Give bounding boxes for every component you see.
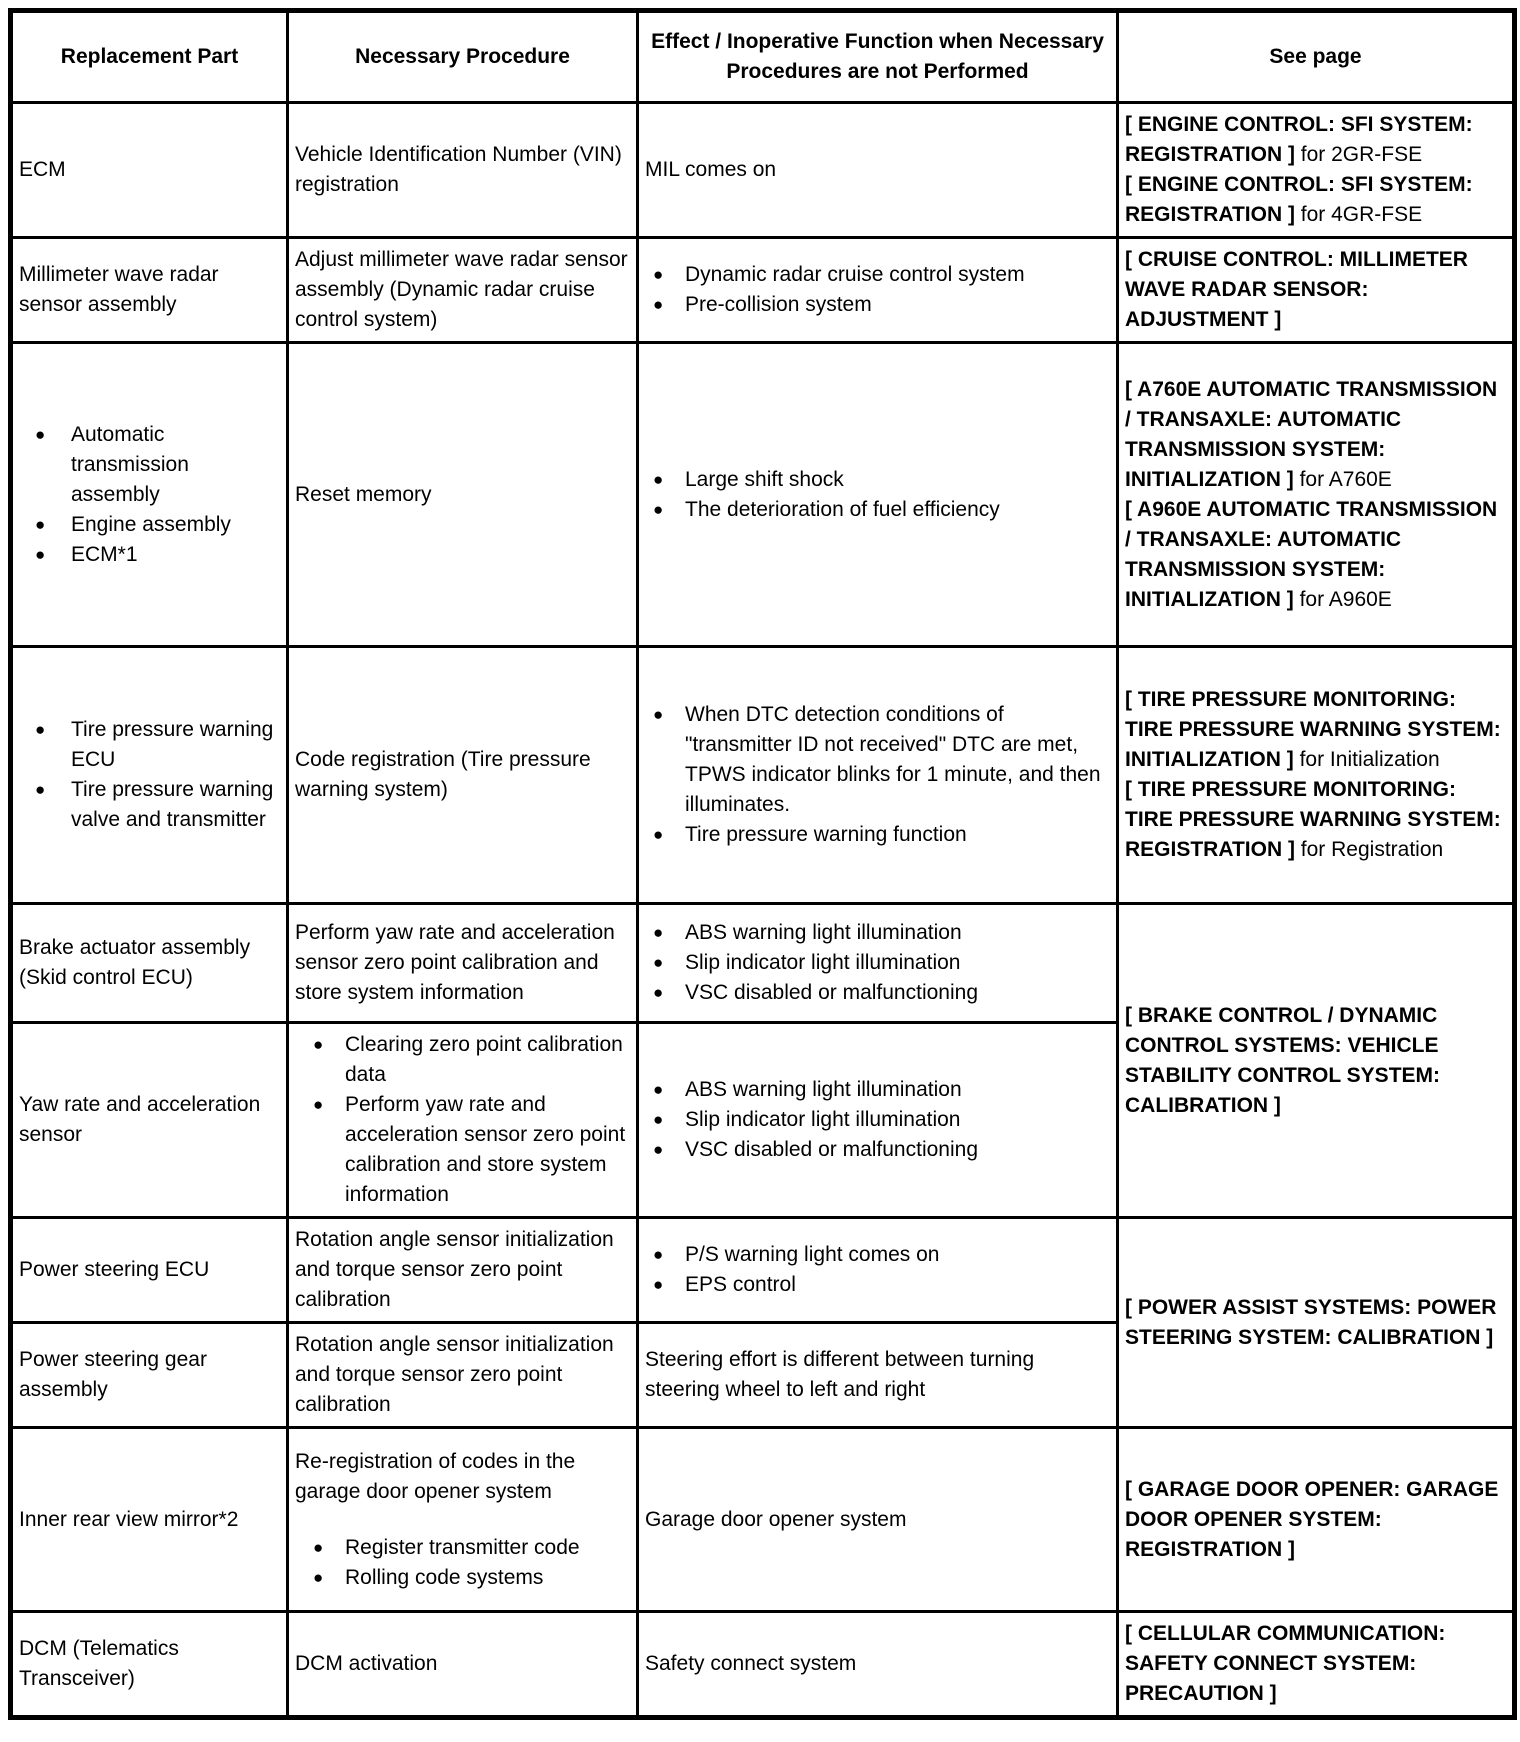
cell-see-page-merged [1118, 904, 1515, 1218]
cell-effect [638, 1612, 1118, 1718]
see-page-ref-suffix: for 4GR-FSE [1294, 203, 1423, 226]
see-page-ref [1125, 1619, 1504, 1709]
see-page-ref [1125, 775, 1504, 865]
cell-part [11, 1218, 288, 1323]
cell-part [11, 1323, 288, 1428]
bullet-item: ● Slip indicator light illumination [645, 948, 1108, 978]
cell-see-page [1118, 1428, 1515, 1612]
table-row-dcm [11, 1612, 1515, 1718]
see-page-ref-title: [ TIRE PRESSURE MONITORING: TIRE PRESSURE WARNING SYSTEM: INITIALIZATION ] [1125, 688, 1501, 771]
effect-bullet-list [645, 465, 1108, 525]
see-page-ref-title: [ A760E AUTOMATIC TRANSMISSION / TRANSAXLE: AUTOMATIC TRANSMISSION SYSTEM: INITIALIZATION ] [1125, 377, 1498, 491]
procedure-text: Adjust millimeter wave radar sensor assembly (Dynamic radar cruise control system) [295, 248, 628, 331]
bullet-item: ● ECM*1 [19, 540, 278, 570]
part-text: Inner rear view mirror*2 [19, 1507, 239, 1531]
see-page-ref-suffix: for Initialization [1293, 748, 1440, 771]
see-page-ref [1125, 110, 1504, 170]
part-text: Millimeter wave radar sensor assembly [19, 263, 219, 316]
cell-see-page [1118, 343, 1515, 647]
see-page-ref [1125, 495, 1504, 615]
see-page-ref-title: [ ENGINE CONTROL: SFI SYSTEM: REGISTRATION ] [1125, 173, 1473, 226]
bullet-item: ● Tire pressure warning ECU [19, 715, 278, 775]
effect-bullet-list [645, 260, 1108, 320]
cell-procedure [288, 1612, 638, 1718]
bullet-item: ● ABS warning light illumination [645, 1075, 1108, 1105]
part-text: Power steering ECU [19, 1258, 210, 1281]
see-page-ref-title: [ CELLULAR COMMUNICATION: SAFETY CONNECT SYSTEM: PRECAUTION ] [1125, 1622, 1446, 1705]
header-necessary-procedure: Necessary Procedure [288, 11, 638, 103]
effect-text: Garage door opener system [645, 1507, 907, 1531]
procedure-bullet-list [295, 1030, 628, 1210]
header-replacement-part: Replacement Part [11, 11, 288, 103]
bullet-item: ● VSC disabled or malfunctioning [645, 978, 1108, 1008]
see-page-ref-title: [ TIRE PRESSURE MONITORING: TIRE PRESSURE WARNING SYSTEM: REGISTRATION ] [1125, 778, 1501, 861]
see-page-ref-suffix: for 2GR-FSE [1294, 143, 1423, 166]
effect-text: MIL comes on [645, 158, 777, 181]
procedure-text: DCM activation [295, 1652, 438, 1675]
bullet-item: ● The deterioration of fuel efficiency [645, 495, 1108, 525]
cell-effect [638, 904, 1118, 1023]
header-see-page: See page [1118, 11, 1515, 103]
header-effect: Effect / Inoperative Function when Necessary Procedures are not Performed [638, 11, 1118, 103]
cell-see-page [1118, 1612, 1515, 1718]
part-text: Power steering gear assembly [19, 1348, 207, 1401]
cell-procedure [288, 238, 638, 343]
see-page-ref-suffix: for A960E [1293, 587, 1392, 611]
effect-bullet-list [645, 918, 1108, 1008]
cell-see-page-merged [1118, 1218, 1515, 1428]
cell-part [11, 647, 288, 904]
cell-procedure [288, 904, 638, 1023]
cell-effect [638, 1428, 1118, 1612]
bullet-item: ● Slip indicator light illumination [645, 1105, 1108, 1135]
see-page-ref [1125, 685, 1504, 775]
cell-part [11, 904, 288, 1023]
bullet-item: ● VSC disabled or malfunctioning [645, 1135, 1108, 1165]
cell-effect [638, 238, 1118, 343]
see-page-ref [1125, 1001, 1504, 1121]
cell-effect [638, 647, 1118, 904]
table-row-ecm [11, 103, 1515, 238]
bullet-item: ● EPS control [645, 1270, 1108, 1300]
effect-text: Safety connect system [645, 1652, 857, 1675]
see-page-ref-suffix: for A760E [1293, 467, 1392, 491]
see-page-ref [1125, 1293, 1504, 1353]
cell-part [11, 1612, 288, 1718]
table-row-brake [11, 904, 1515, 1023]
cell-procedure [288, 103, 638, 238]
cell-procedure [288, 1023, 638, 1218]
effect-text: Steering effort is different between turning steering wheel to left and right [645, 1348, 1035, 1401]
cell-part [11, 1023, 288, 1218]
see-page-ref [1125, 375, 1504, 495]
cell-effect [638, 103, 1118, 238]
effect-bullet-list [645, 1075, 1108, 1165]
part-text: ECM [19, 158, 66, 181]
cell-part [11, 1428, 288, 1612]
cell-procedure [288, 1428, 638, 1612]
bullet-item: ● Rolling code systems [295, 1563, 628, 1593]
procedure-bullet-list [295, 1533, 628, 1593]
table-row-ps-ecu [11, 1218, 1515, 1323]
cell-effect [638, 1323, 1118, 1428]
cell-effect [638, 343, 1118, 647]
table-row-transmission [11, 343, 1515, 647]
cell-part [11, 103, 288, 238]
bullet-item: ● Pre-collision system [645, 290, 1108, 320]
bullet-item: ● When DTC detection conditions of "transmitter ID not received" DTC are met, TPWS indicator blinks for 1 minute, and then illuminates. [645, 700, 1108, 820]
table-row-tire [11, 647, 1515, 904]
bullet-item: ● P/S warning light comes on [645, 1240, 1108, 1270]
effect-bullet-list [645, 1240, 1108, 1300]
cell-effect [638, 1023, 1118, 1218]
bullet-item: ● Perform yaw rate and acceleration sensor zero point calibration and store system information [295, 1090, 628, 1210]
effect-bullet-list [645, 700, 1108, 850]
see-page-ref-title: [ CRUISE CONTROL: MILLIMETER WAVE RADAR SENSOR: ADJUSTMENT ] [1125, 248, 1468, 331]
replacement-parts-table [8, 8, 1517, 1720]
table-row-mirror [11, 1428, 1515, 1612]
bullet-item: ● Tire pressure warning valve and transmitter [19, 775, 278, 835]
procedure-text: Reset memory [295, 482, 432, 506]
cell-procedure [288, 343, 638, 647]
cell-see-page [1118, 647, 1515, 904]
table-header-row [11, 11, 1515, 103]
see-page-ref-title: [ GARAGE DOOR OPENER: GARAGE DOOR OPENER SYSTEM: REGISTRATION ] [1125, 1477, 1499, 1561]
see-page-ref-title: [ POWER ASSIST SYSTEMS: POWER STEERING SYSTEM: CALIBRATION ] [1125, 1295, 1497, 1349]
part-text: Yaw rate and acceleration sensor [19, 1093, 261, 1146]
part-text: DCM (Telematics Transceiver) [19, 1637, 179, 1690]
bullet-item: ● Dynamic radar cruise control system [645, 260, 1108, 290]
cell-part [11, 238, 288, 343]
cell-see-page [1118, 238, 1515, 343]
bullet-item: ● Tire pressure warning function [645, 820, 1108, 850]
procedure-text: Code registration (Tire pressure warning system) [295, 748, 591, 801]
procedure-text: Rotation angle sensor initialization and torque sensor zero point calibration [295, 1333, 614, 1416]
table-row-radar [11, 238, 1515, 343]
cell-procedure [288, 1218, 638, 1323]
bullet-item: ● Large shift shock [645, 465, 1108, 495]
bullet-item: ● Register transmitter code [295, 1533, 628, 1563]
part-bullet-list [19, 420, 278, 570]
procedure-text: Re-registration of codes in the garage door opener system [295, 1449, 576, 1503]
bullet-item: ● ABS warning light illumination [645, 918, 1108, 948]
see-page-ref [1125, 245, 1504, 335]
see-page-ref [1125, 170, 1504, 230]
see-page-ref-suffix: for Registration [1294, 838, 1444, 861]
cell-effect [638, 1218, 1118, 1323]
see-page-ref [1125, 1475, 1504, 1565]
procedure-text: Vehicle Identification Number (VIN) registration [295, 143, 622, 196]
part-bullet-list [19, 715, 278, 835]
procedure-text: Perform yaw rate and acceleration sensor zero point calibration and store system information [295, 921, 615, 1004]
part-text: Brake actuator assembly (Skid control ECU) [19, 936, 251, 989]
see-page-ref-title: [ BRAKE CONTROL / DYNAMIC CONTROL SYSTEMS: VEHICLE STABILITY CONTROL SYSTEM: CALIBRATION ] [1125, 1003, 1441, 1117]
procedure-text: Rotation angle sensor initialization and torque sensor zero point calibration [295, 1228, 614, 1311]
cell-see-page [1118, 103, 1515, 238]
cell-procedure [288, 1323, 638, 1428]
bullet-item: ● Clearing zero point calibration data [295, 1030, 628, 1090]
bullet-item: ● Automatic transmission assembly [19, 420, 278, 510]
cell-procedure [288, 647, 638, 904]
cell-part [11, 343, 288, 647]
bullet-item: ● Engine assembly [19, 510, 278, 540]
see-page-ref-title: [ A960E AUTOMATIC TRANSMISSION / TRANSAXLE: AUTOMATIC TRANSMISSION SYSTEM: INITIALIZATION ] [1125, 497, 1498, 611]
see-page-ref-title: [ ENGINE CONTROL: SFI SYSTEM: REGISTRATION ] [1125, 113, 1473, 166]
